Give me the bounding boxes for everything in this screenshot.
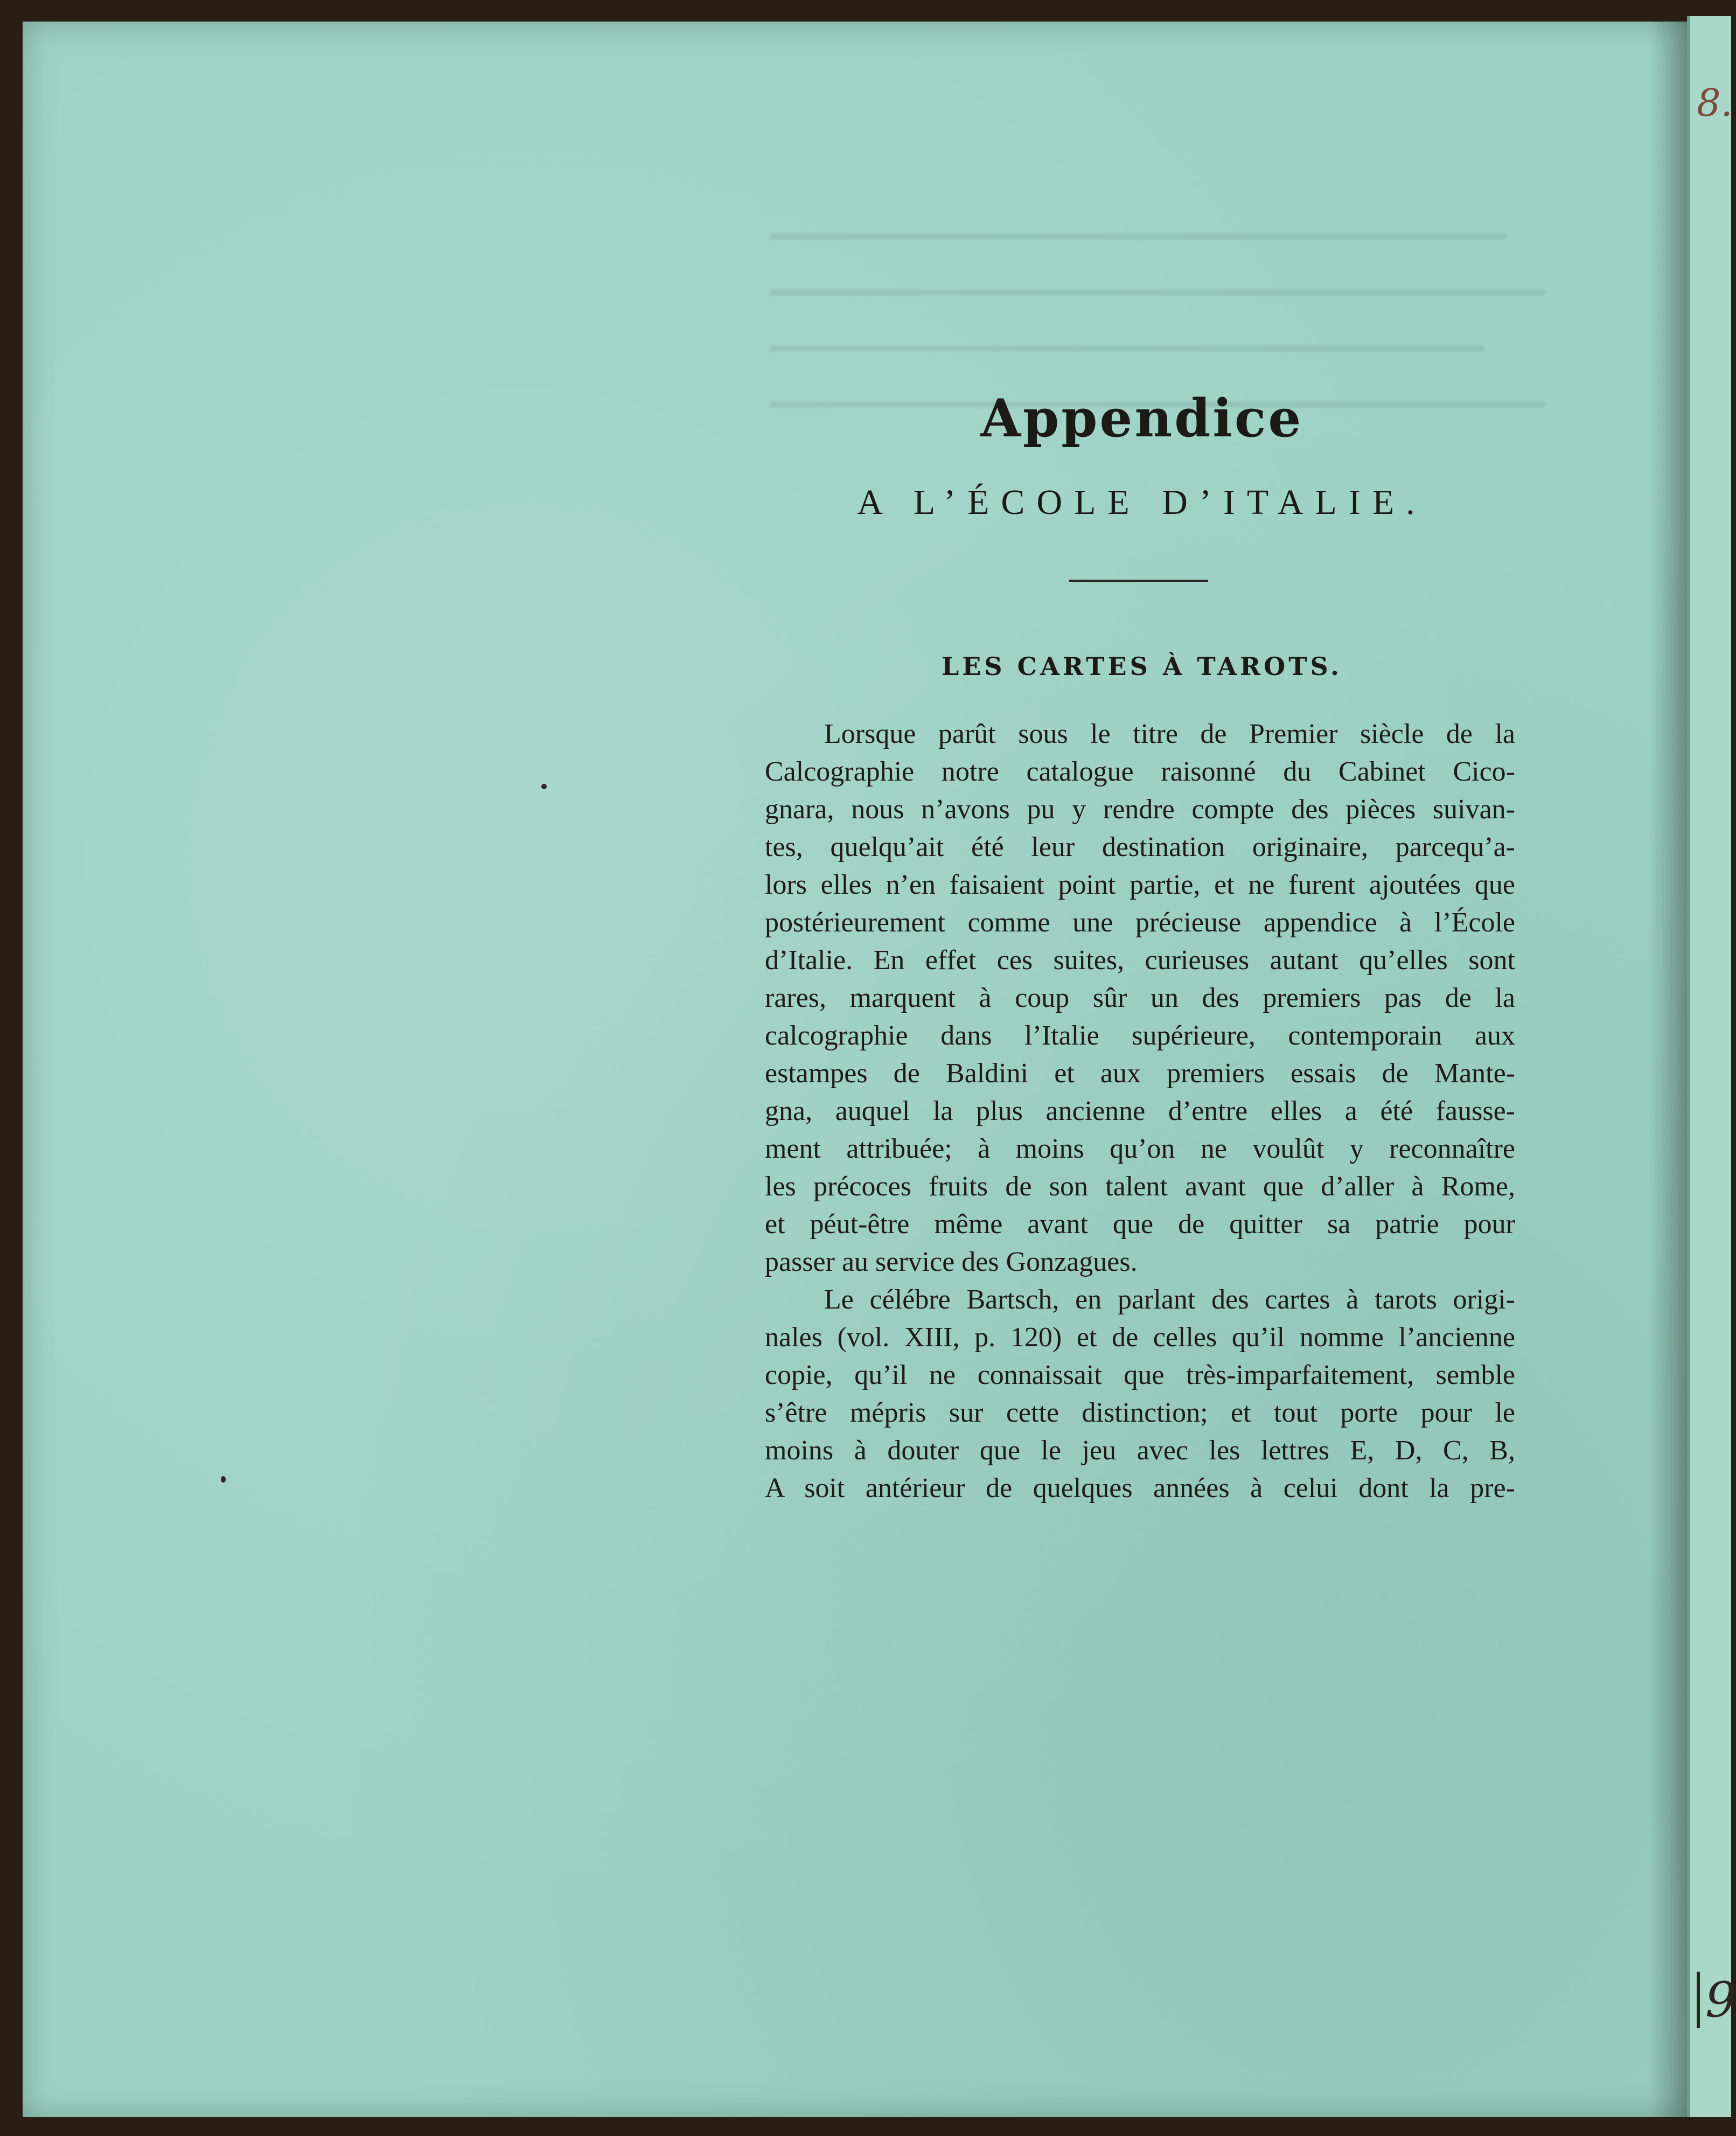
title-divider — [1069, 580, 1208, 582]
text-line: copie, qu’il ne connaissait que très-imparfaitement, semble — [765, 1360, 1515, 1390]
text-line: s’être mépris sur cette distinction; et tout porte pour le — [765, 1397, 1515, 1428]
page-subtitle: A L’ÉCOLE D’ITALIE. — [857, 483, 1427, 522]
text-line: postérieurement comme une précieuse appendice à l’École — [765, 907, 1515, 938]
margin-note-top: 8. — [1697, 81, 1733, 125]
text-line: A soit antérieur de quelques années à celui dont la pre- — [765, 1473, 1515, 1504]
text-line: les précoces fruits de son talent avant que d’aller à Rome, — [765, 1171, 1515, 1202]
text-line: moins à douter que le jeu avec les lettres E, D, C, B, — [765, 1435, 1515, 1466]
text-line: d’Italie. En effet ces suites, curieuses autant qu’elles sont — [765, 945, 1515, 976]
text-line: Le célébre Bartsch, en parlant des cartes à tarots origi- — [824, 1284, 1515, 1315]
text-line: tes, quelqu’ait été leur destination originaire, parcequ’a- — [765, 832, 1515, 862]
text-line: rares, marquent à coup sûr un des premiers pas de la — [765, 983, 1515, 1013]
margin-note-bottom: 9 — [1697, 1972, 1736, 2028]
spine-shadow — [1648, 22, 1687, 2117]
paragraph-2 — [765, 1281, 1515, 1507]
page-title: Appendice — [980, 388, 1303, 449]
text-line: ment attribuée; à moins qu’on ne voulût y reconnaître — [765, 1133, 1515, 1164]
text-line: passer au service des Gonzagues. — [765, 1247, 1138, 1277]
paper-speck — [221, 1476, 226, 1483]
text-line: estampes de Baldini et aux premiers essais de Mante- — [765, 1058, 1515, 1089]
paper-speck — [541, 784, 547, 789]
paragraph-1 — [765, 715, 1515, 1281]
text-line: nales (vol. XIII, p. 120) et de celles qu’il nomme l’ancienne — [765, 1322, 1515, 1353]
text-line: et péut-être même avant que de quitter sa patrie pour — [765, 1209, 1515, 1240]
text-line: gnara, nous n’avons pu y rendre compte des pièces suivan- — [765, 794, 1515, 825]
body-text — [765, 715, 1515, 1507]
text-line: gna, auquel la plus ancienne d’entre elles a été fausse- — [765, 1096, 1515, 1126]
section-heading: LES CARTES À TAROTS. — [941, 652, 1343, 681]
text-line: lors elles n’en faisaient point partie, et ne furent ajoutées que — [765, 869, 1515, 900]
text-line: Lorsque parût sous le titre de Premier siècle de la — [824, 719, 1515, 749]
text-line: Calcographie notre catalogue raisonné du Cabinet Cico- — [765, 756, 1515, 787]
adjacent-page-edge — [1687, 16, 1731, 2117]
text-line: calcographie dans l’Italie supérieure, contemporain aux — [765, 1020, 1515, 1051]
